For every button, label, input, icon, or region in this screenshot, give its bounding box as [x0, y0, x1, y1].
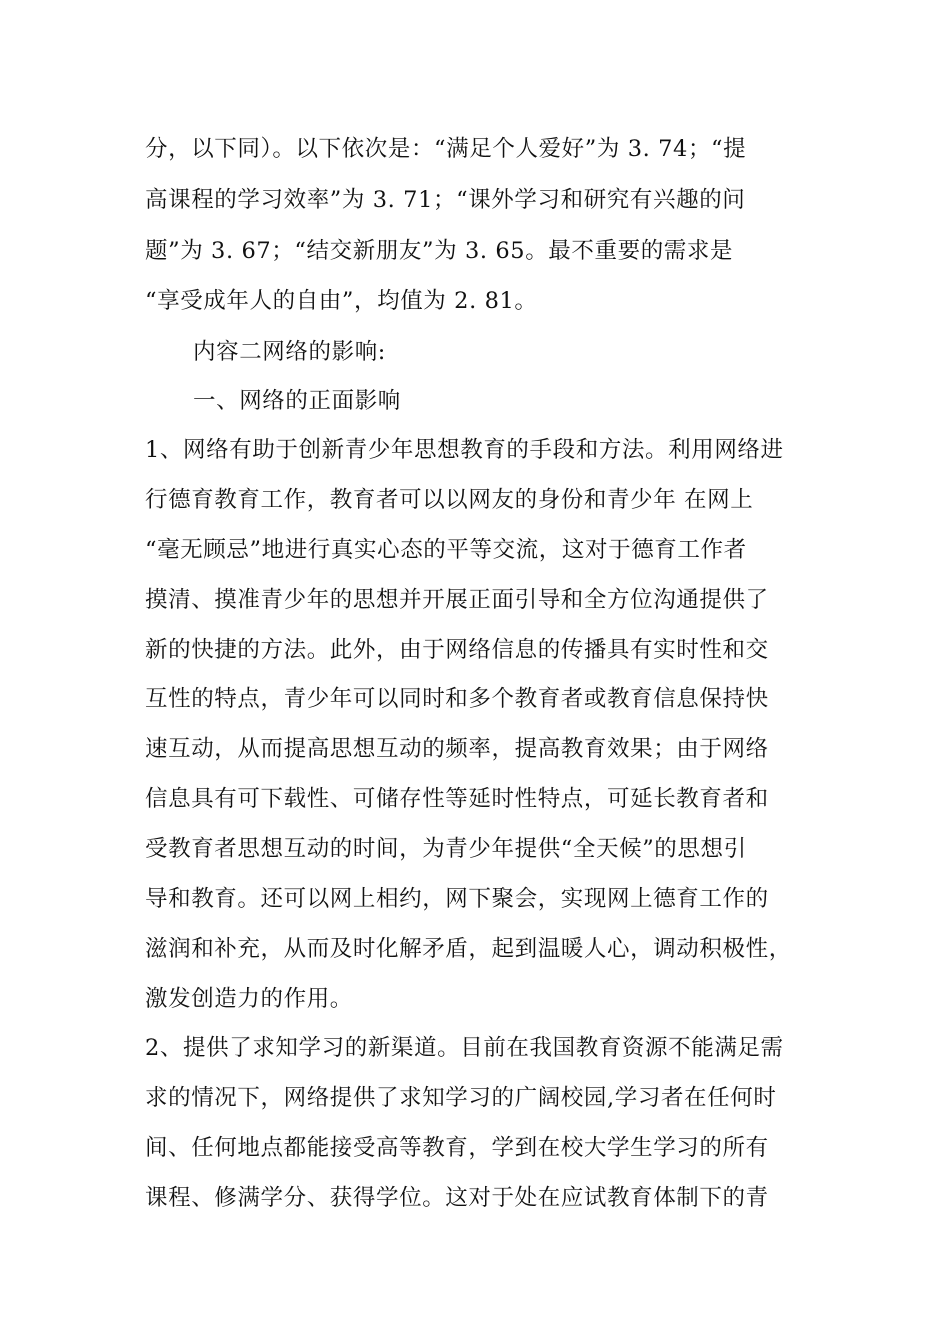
text-line: 间、任何地点都能接受高等教育，学到在校大学生学习的所有 [145, 1135, 769, 1161]
text-line: 求的情况下，网络提供了求知学习的广阔校园,学习者在任何时 [145, 1085, 777, 1111]
subsection-heading: 一、网络的正面影响 [193, 388, 401, 414]
text-line: “享受成年人的自由”，均值为 2. 81。 [145, 288, 538, 314]
text-line: 滋润和补充，从而及时化解矛盾，起到温暖人心，调动积极性， [145, 936, 792, 962]
text-line: 行德育教育工作，教育者可以以网友的身份和青少年 在网上 [145, 487, 754, 513]
text-line: 题”为 3. 67；“结交新朋友”为 3. 65。最不重要的需求是 [145, 238, 734, 264]
text-line: 导和教育。还可以网上相约，网下聚会，实现网上德育工作的 [145, 886, 769, 912]
text-line: 速互动，从而提高思想互动的频率，提高教育效果；由于网络 [145, 736, 769, 762]
text-line: 分，以下同）。以下依次是：“满足个人爱好”为 3. 74；“提 [145, 136, 747, 162]
text-line: 高课程的学习效率”为 3. 71；“课外学习和研究有兴趣的问 [145, 187, 746, 213]
text-line: 激发创造力的作用。 [145, 986, 353, 1012]
section-heading: 内容二网络的影响: [193, 339, 386, 365]
text-line: 互性的特点，青少年可以同时和多个教育者或教育信息保持快 [145, 686, 769, 712]
text-line: “毫无顾忌”地进行真实心态的平等交流，这对于德育工作者 [145, 537, 747, 563]
text-line: 信息具有可下载性、可储存性等延时性特点，可延长教育者和 [145, 786, 769, 812]
text-line: 受教育者思想互动的时间，为青少年提供“全天候”的思想引 [145, 836, 747, 862]
text-line: 1、网络有助于创新青少年思想教育的手段和方法。利用网络进 [145, 437, 784, 463]
text-line: 摸清、摸准青少年的思想并开展正面引导和全方位沟通提供了 [145, 587, 769, 613]
text-line: 2、提供了求知学习的新渠道。目前在我国教育资源不能满足需 [145, 1035, 784, 1061]
text-line: 新的快捷的方法。此外，由于网络信息的传播具有实时性和交 [145, 637, 769, 663]
text-line: 课程、修满学分、获得学位。这对于处在应试教育体制下的青 [145, 1185, 769, 1211]
